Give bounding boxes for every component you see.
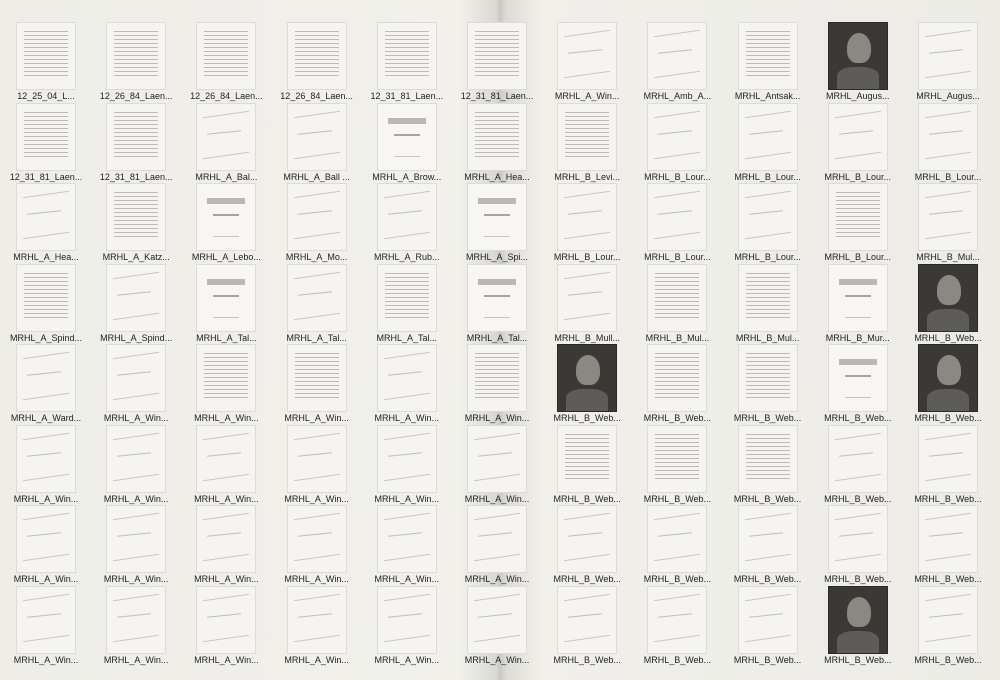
file-thumbnail[interactable]: [816, 183, 900, 263]
file-name-label: MRHL_A_Win...: [374, 493, 440, 504]
document-preview-image: [16, 103, 76, 171]
file-thumbnail[interactable]: [635, 264, 719, 344]
file-name-label: MRHL_Augus...: [916, 91, 980, 101]
file-name-label: MRHL_B_Lour...: [824, 252, 892, 262]
document-preview-image: [828, 586, 888, 654]
file-thumbnail[interactable]: [184, 586, 268, 666]
file-thumbnail[interactable]: [4, 103, 88, 183]
document-preview-image: [738, 264, 798, 332]
file-thumbnail[interactable]: [455, 103, 539, 183]
file-thumbnail[interactable]: [94, 586, 178, 666]
file-thumbnail[interactable]: [906, 264, 990, 344]
file-name-label: MRHL_A_Tal...: [376, 332, 438, 343]
file-thumbnail[interactable]: [184, 505, 268, 585]
file-name-label: MRHL_A_Win...: [103, 574, 169, 584]
document-preview-image: [918, 264, 978, 332]
file-thumbnail[interactable]: [545, 586, 629, 666]
document-preview-image: [467, 264, 527, 332]
document-preview-image: [106, 344, 166, 412]
file-name-label: MRHL_B_Lour...: [734, 171, 801, 182]
file-thumbnail[interactable]: [726, 344, 810, 424]
file-name-label: MRHL_A_Win...: [554, 91, 620, 101]
file-name-label: MRHL_B_Web...: [643, 493, 712, 504]
file-thumbnail[interactable]: [275, 264, 359, 344]
file-name-label: MRHL_A_Win...: [284, 574, 349, 584]
file-name-label: MRHL_A_Tal...: [286, 332, 347, 343]
document-preview-image: [16, 425, 76, 493]
file-thumbnail[interactable]: [545, 425, 629, 505]
file-thumbnail[interactable]: [275, 103, 359, 183]
file-thumbnail[interactable]: [365, 586, 449, 666]
file-name-label: MRHL_B_Lour...: [914, 171, 982, 182]
document-preview-image: [647, 103, 707, 171]
document-preview-image: [647, 264, 707, 332]
file-thumbnail[interactable]: [275, 505, 359, 585]
file-thumbnail[interactable]: [94, 505, 178, 585]
document-preview-image: [828, 344, 888, 412]
file-name-label: MRHL_A_Hea...: [464, 171, 530, 182]
file-thumbnail[interactable]: [726, 586, 810, 666]
document-preview-image: [918, 425, 978, 493]
file-thumbnail[interactable]: [816, 22, 900, 102]
document-preview-image: [557, 22, 617, 90]
file-name-label: MRHL_B_Web...: [733, 413, 802, 423]
file-name-label: MRHL_B_Lour...: [644, 171, 711, 182]
document-preview-image: [106, 425, 166, 493]
document-preview-image: [16, 344, 76, 412]
file-name-label: 12_26_84_Laen...: [99, 91, 173, 101]
file-name-label: 12_26_84_Laen...: [190, 91, 263, 101]
file-thumbnail[interactable]: [906, 103, 990, 183]
file-name-label: MRHL_A_Ward...: [10, 413, 82, 423]
file-thumbnail[interactable]: [906, 586, 990, 666]
file-name-label: MRHL_A_Win...: [194, 493, 259, 504]
file-thumbnail[interactable]: [635, 586, 719, 666]
document-preview-image: [106, 586, 166, 654]
file-name-label: MRHL_B_Mull...: [554, 332, 620, 343]
file-name-label: MRHL_A_Katz...: [102, 252, 170, 262]
file-name-label: MRHL_A_Win...: [103, 654, 169, 665]
file-name-label: MRHL_Amb_A...: [643, 91, 712, 101]
document-preview-image: [738, 586, 798, 654]
file-thumbnail[interactable]: [275, 425, 359, 505]
document-preview-image: [287, 344, 347, 412]
document-preview-image: [377, 22, 437, 90]
file-thumbnail[interactable]: [906, 505, 990, 585]
file-name-label: 12_31_81_Laen...: [370, 91, 444, 101]
file-name-label: MRHL_A_Win...: [464, 574, 530, 584]
file-thumbnail[interactable]: [94, 103, 178, 183]
file-name-label: MRHL_B_Web...: [824, 574, 892, 584]
document-preview-image: [106, 103, 166, 171]
file-thumbnail[interactable]: [184, 183, 268, 263]
file-thumbnail[interactable]: [275, 586, 359, 666]
file-name-label: MRHL_A_Tal...: [196, 332, 257, 343]
document-preview-image: [738, 183, 798, 251]
file-name-label: MRHL_B_Web...: [553, 413, 621, 423]
file-thumbnail[interactable]: [455, 505, 539, 585]
file-thumbnail[interactable]: [275, 183, 359, 263]
file-thumbnail[interactable]: [275, 22, 359, 102]
document-preview-image: [377, 264, 437, 332]
document-preview-image: [738, 344, 798, 412]
file-thumbnail[interactable]: [726, 505, 810, 585]
file-name-label: MRHL_A_Brow...: [372, 171, 442, 182]
file-name-label: MRHL_B_Lour...: [824, 171, 892, 182]
file-thumbnail[interactable]: [545, 183, 629, 263]
file-thumbnail[interactable]: [4, 505, 88, 585]
file-name-label: MRHL_B_Web...: [733, 493, 802, 504]
document-preview-image: [828, 264, 888, 332]
file-thumbnail[interactable]: [94, 344, 178, 424]
document-preview-image: [828, 425, 888, 493]
file-name-label: MRHL_B_Lour...: [644, 252, 711, 262]
file-thumbnail[interactable]: [455, 22, 539, 102]
document-preview-image: [828, 22, 888, 90]
file-thumbnail[interactable]: [365, 183, 449, 263]
file-thumbnail[interactable]: [816, 103, 900, 183]
file-name-label: MRHL_B_Web...: [914, 413, 982, 423]
file-name-label: MRHL_B_Mul...: [916, 252, 980, 262]
file-thumbnail[interactable]: [4, 183, 88, 263]
file-name-label: MRHL_B_Web...: [914, 493, 982, 504]
document-preview-image: [196, 264, 256, 332]
document-preview-image: [196, 586, 256, 654]
file-name-label: MRHL_B_Mul...: [735, 332, 800, 343]
file-thumbnail[interactable]: [4, 344, 88, 424]
file-name-label: MRHL_B_Lour...: [553, 252, 621, 262]
file-thumbnail[interactable]: [455, 344, 539, 424]
file-name-label: 12_31_81_Laen...: [9, 171, 83, 182]
file-name-label: MRHL_A_Rub...: [374, 252, 440, 262]
file-thumbnail[interactable]: [365, 22, 449, 102]
document-preview-image: [106, 22, 166, 90]
file-thumbnail[interactable]: [545, 22, 629, 102]
file-thumbnail[interactable]: [275, 344, 359, 424]
file-thumbnail[interactable]: [635, 103, 719, 183]
file-name-label: MRHL_B_Web...: [733, 654, 802, 665]
document-preview-image: [738, 103, 798, 171]
document-preview-image: [828, 183, 888, 251]
file-name-label: MRHL_B_Web...: [824, 413, 892, 423]
file-thumbnail[interactable]: [906, 425, 990, 505]
file-name-label: MRHL_B_Mul...: [645, 332, 710, 343]
file-name-label: MRHL_A_Win...: [194, 413, 259, 423]
file-thumbnail[interactable]: [365, 505, 449, 585]
file-name-label: 12_25_04_L...: [17, 91, 75, 101]
file-thumbnail[interactable]: [906, 183, 990, 263]
file-name-label: MRHL_A_Win...: [464, 654, 530, 665]
file-thumbnail[interactable]: [94, 264, 178, 344]
file-name-label: MRHL_B_Web...: [733, 574, 802, 584]
document-preview-image: [557, 183, 617, 251]
document-preview-image: [287, 425, 347, 493]
file-name-label: MRHL_A_Hea...: [13, 252, 79, 262]
file-thumbnail[interactable]: [635, 344, 719, 424]
file-name-label: MRHL_A_Win...: [284, 413, 349, 423]
document-preview-image: [557, 264, 617, 332]
file-name-label: 12_31_81_Laen...: [460, 91, 534, 101]
document-preview-image: [918, 344, 978, 412]
file-name-label: MRHL_B_Levi...: [554, 171, 620, 182]
document-preview-image: [467, 425, 527, 493]
document-preview-image: [557, 103, 617, 171]
document-preview-image: [287, 505, 347, 573]
file-name-label: MRHL_B_Web...: [553, 654, 621, 665]
file-name-label: MRHL_B_Lour...: [734, 252, 801, 262]
file-thumbnail[interactable]: [726, 425, 810, 505]
file-thumbnail[interactable]: [94, 22, 178, 102]
document-preview-image: [467, 586, 527, 654]
file-name-label: MRHL_A_Win...: [13, 493, 79, 504]
file-thumbnail[interactable]: [545, 505, 629, 585]
file-thumbnail[interactable]: [635, 183, 719, 263]
document-preview-image: [467, 505, 527, 573]
file-thumbnail[interactable]: [816, 344, 900, 424]
file-name-label: MRHL_A_Win...: [464, 493, 530, 504]
file-name-label: MRHL_A_Win...: [103, 413, 169, 423]
file-thumbnail[interactable]: [545, 103, 629, 183]
document-preview-image: [106, 183, 166, 251]
document-preview-image: [647, 183, 707, 251]
file-thumbnail[interactable]: [816, 264, 900, 344]
document-preview-image: [557, 505, 617, 573]
document-preview-image: [16, 22, 76, 90]
file-thumbnail[interactable]: [816, 505, 900, 585]
file-thumbnail[interactable]: [726, 264, 810, 344]
document-preview-image: [196, 22, 256, 90]
file-thumbnail[interactable]: [365, 344, 449, 424]
file-name-label: MRHL_A_Mo...: [285, 252, 348, 262]
document-preview-image: [287, 586, 347, 654]
file-thumbnail[interactable]: [635, 22, 719, 102]
document-preview-image: [377, 586, 437, 654]
file-thumbnail[interactable]: [4, 586, 88, 666]
file-name-label: MRHL_A_Win...: [284, 493, 349, 504]
file-thumbnail[interactable]: [184, 264, 268, 344]
document-preview-image: [377, 183, 437, 251]
file-thumbnail[interactable]: [365, 425, 449, 505]
file-name-label: MRHL_A_Lebo...: [191, 252, 261, 262]
file-name-label: MRHL_B_Web...: [553, 493, 621, 504]
file-thumbnail[interactable]: [184, 344, 268, 424]
document-preview-image: [377, 344, 437, 412]
document-preview-image: [377, 505, 437, 573]
file-thumbnail[interactable]: [906, 344, 990, 424]
file-name-label: MRHL_B_Web...: [914, 574, 982, 584]
file-name-label: MRHL_A_Win...: [13, 654, 79, 665]
file-thumbnail[interactable]: [455, 183, 539, 263]
document-preview-image: [647, 22, 707, 90]
file-thumbnail[interactable]: [184, 22, 268, 102]
file-name-label: MRHL_B_Web...: [914, 332, 982, 343]
document-preview-image: [918, 103, 978, 171]
document-preview-image: [196, 344, 256, 412]
document-preview-image: [647, 425, 707, 493]
file-thumbnail[interactable]: [365, 264, 449, 344]
file-thumbnail[interactable]: [4, 264, 88, 344]
document-preview-image: [467, 22, 527, 90]
document-preview-image: [918, 586, 978, 654]
document-preview-image: [16, 586, 76, 654]
file-name-label: MRHL_B_Web...: [643, 574, 712, 584]
file-name-label: MRHL_A_Win...: [103, 493, 169, 504]
file-name-label: MRHL_A_Win...: [374, 413, 440, 423]
document-preview-image: [196, 425, 256, 493]
file-thumbnail[interactable]: [94, 425, 178, 505]
file-thumbnail[interactable]: [635, 425, 719, 505]
file-name-label: MRHL_B_Web...: [643, 413, 712, 423]
file-thumbnail[interactable]: [545, 264, 629, 344]
file-name-label: MRHL_B_Web...: [553, 574, 621, 584]
file-name-label: MRHL_A_Ball ...: [283, 171, 350, 182]
document-preview-image: [106, 264, 166, 332]
file-name-label: MRHL_A_Spind...: [9, 332, 83, 343]
file-thumbnail[interactable]: [455, 586, 539, 666]
document-preview-image: [738, 505, 798, 573]
file-thumbnail[interactable]: [455, 264, 539, 344]
file-name-label: MRHL_A_Tal...: [466, 332, 528, 343]
document-preview-image: [16, 505, 76, 573]
document-preview-image: [828, 103, 888, 171]
document-preview-image: [287, 264, 347, 332]
file-thumbnail[interactable]: [906, 22, 990, 102]
file-thumbnail[interactable]: [726, 183, 810, 263]
document-preview-image: [106, 505, 166, 573]
document-preview-image: [377, 425, 437, 493]
document-preview-image: [377, 103, 437, 171]
document-preview-image: [287, 22, 347, 90]
file-name-label: MRHL_A_Win...: [194, 574, 259, 584]
file-name-label: MRHL_A_Win...: [464, 413, 530, 423]
file-thumbnail[interactable]: [816, 425, 900, 505]
file-thumbnail[interactable]: [184, 103, 268, 183]
document-preview-image: [918, 22, 978, 90]
document-preview-image: [467, 103, 527, 171]
document-preview-image: [647, 505, 707, 573]
document-preview-image: [287, 183, 347, 251]
document-preview-image: [738, 22, 798, 90]
file-thumbnail[interactable]: [94, 183, 178, 263]
file-name-label: MRHL_A_Bal...: [195, 171, 258, 182]
file-name-label: MRHL_A_Win...: [13, 574, 79, 584]
file-name-label: MRHL_A_Spi...: [465, 252, 529, 262]
file-thumbnail[interactable]: [365, 103, 449, 183]
file-name-label: MRHL_B_Mur...: [825, 332, 890, 343]
document-preview-image: [738, 425, 798, 493]
document-preview-image: [196, 103, 256, 171]
file-name-label: MRHL_Antsak...: [734, 91, 801, 101]
file-name-label: MRHL_A_Spind...: [100, 332, 173, 343]
file-thumbnail[interactable]: [455, 425, 539, 505]
file-thumbnail[interactable]: [816, 586, 900, 666]
file-name-label: MRHL_A_Win...: [374, 654, 440, 665]
file-name-label: 12_31_81_Laen...: [99, 171, 173, 182]
file-thumbnail[interactable]: [635, 505, 719, 585]
file-name-label: MRHL_A_Win...: [194, 654, 259, 665]
document-preview-image: [467, 344, 527, 412]
file-thumbnail[interactable]: [4, 425, 88, 505]
document-preview-image: [196, 183, 256, 251]
document-preview-image: [16, 183, 76, 251]
file-thumbnail[interactable]: [726, 22, 810, 102]
document-preview-image: [557, 586, 617, 654]
file-name-label: MRHL_B_Web...: [824, 493, 892, 504]
file-thumbnail[interactable]: [184, 425, 268, 505]
file-name-label: MRHL_Augus...: [826, 91, 890, 101]
document-preview-image: [647, 586, 707, 654]
document-preview-image: [918, 505, 978, 573]
file-name-label: MRHL_B_Web...: [824, 654, 892, 665]
file-name-label: MRHL_B_Web...: [914, 654, 982, 665]
file-name-label: MRHL_A_Win...: [374, 574, 440, 584]
document-preview-image: [828, 505, 888, 573]
document-preview-image: [16, 264, 76, 332]
document-preview-image: [557, 344, 617, 412]
document-preview-image: [287, 103, 347, 171]
file-thumbnail[interactable]: [545, 344, 629, 424]
file-name-label: MRHL_A_Win...: [284, 654, 349, 665]
file-name-label: MRHL_B_Web...: [643, 654, 712, 665]
document-preview-image: [467, 183, 527, 251]
document-preview-image: [557, 425, 617, 493]
file-thumbnail[interactable]: [4, 22, 88, 102]
file-thumbnail[interactable]: [726, 103, 810, 183]
document-preview-image: [647, 344, 707, 412]
document-preview-image: [196, 505, 256, 573]
document-preview-image: [918, 183, 978, 251]
file-name-label: 12_26_84_Laen...: [280, 91, 353, 101]
